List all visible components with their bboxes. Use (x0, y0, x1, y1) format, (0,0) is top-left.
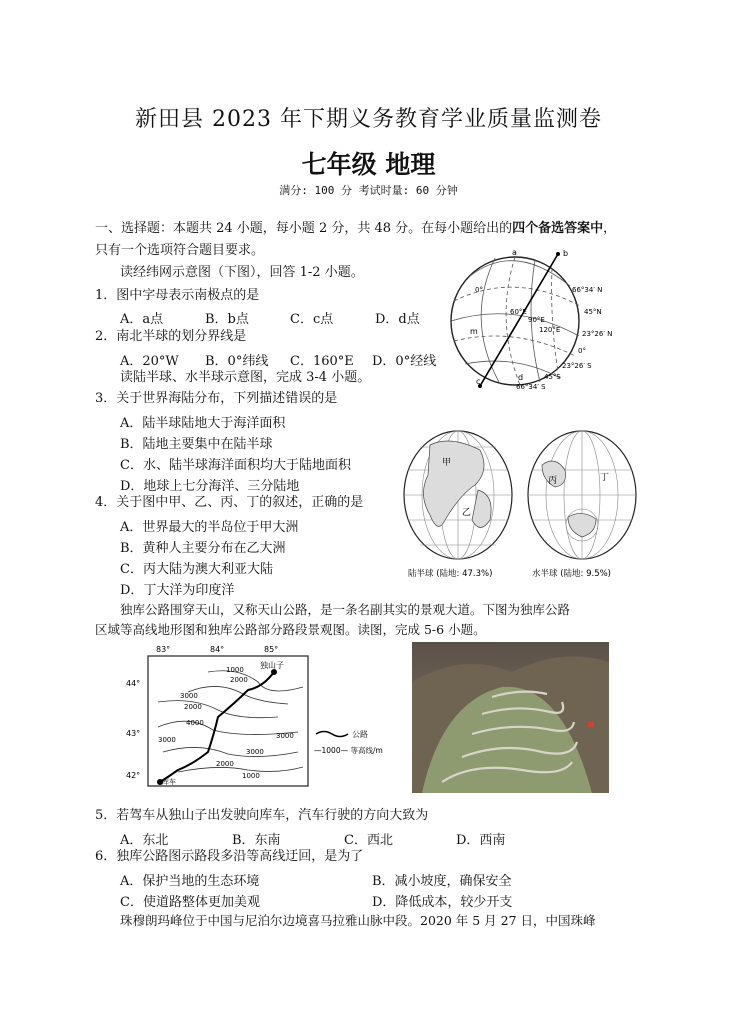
elev-label: 2000 (216, 760, 234, 768)
longitude-arc (552, 268, 558, 372)
lon-label-0: 0° (475, 286, 483, 294)
lon-tick-85: 85° (264, 645, 279, 654)
latitude-arc (454, 336, 575, 356)
contour-line (188, 686, 288, 704)
lat-label-45n: 45°N (584, 308, 602, 316)
place-dushanzi: 独山子 (260, 661, 284, 670)
q5-option-b: B．东南 (232, 833, 281, 848)
elev-label: 2000 (184, 703, 202, 711)
label-jia: 甲 (442, 458, 452, 468)
lat-tick-42: 42° (126, 771, 141, 780)
lat-label-tropic-s: 23°26′ S (562, 362, 592, 370)
letter-d: d (518, 373, 524, 382)
intro-q5-6-line2: 区域等高线地形图和独库公路部分路段景观图。读图，完成 5-6 小题。 (95, 622, 486, 637)
lat-label-tropic-n: 23°26′ N (582, 330, 613, 338)
section-instruction: 一、选择题：本题共 24 小题，每小题 2 分，共 48 分。在每小题给出的四个备选答案中， (95, 221, 617, 236)
q1-stem: 1．图中字母表示南极点的是 (95, 288, 260, 303)
q1-option-b: B．b点 (205, 312, 249, 327)
lon-tick-83: 83° (156, 645, 171, 654)
q6-option-c: C．使道路整体更加美观 (120, 895, 260, 910)
exam-meta: 满分: 100 分 考试时量: 60 分钟 (279, 184, 458, 197)
q4-stem: 4．关于图中甲、乙、丙、丁的叙述，正确的是 (95, 495, 364, 510)
q2-option-b: B．0°纬线 (205, 354, 269, 369)
elev-label: 3000 (158, 736, 176, 744)
q1-option-a: A．a点 (120, 312, 164, 327)
intro-q3-4: 读陆半球、水半球示意图，完成 3-4 小题。 (120, 370, 371, 385)
intro-q1-2: 读经纬网示意图（下图），回答 1-2 小题。 (120, 265, 364, 280)
q4-option-b: B．黄种人主要分布在乙大洲 (120, 541, 286, 556)
q5-option-d: D．西南 (456, 833, 506, 848)
q6-option-d: D．降低成本，较少开支 (372, 895, 513, 910)
lon-label-90e: 90°E (528, 316, 545, 324)
lat-label-antarctic: 66°34′ S (516, 383, 546, 391)
land-caption: 陆半球 (陆地: 47.3%) (408, 569, 493, 579)
water-hemisphere (528, 431, 636, 559)
elev-label: 4000 (186, 719, 204, 727)
lat-tick-44: 44° (126, 679, 141, 688)
letter-c: c (476, 377, 481, 386)
lat-tick-43: 43° (126, 729, 141, 738)
contour-line (178, 767, 303, 772)
elev-label: 1000 (226, 666, 244, 674)
section-instruction-2: 只有一个选项符合题目要求。 (95, 243, 265, 258)
lat-label-arctic: 66°34′ N (572, 286, 603, 294)
q6-stem: 6．独库公路图示路段多沿等高线迂回，是为了 (95, 849, 364, 864)
q5-option-c: C．西北 (344, 833, 393, 848)
contour-line (163, 747, 298, 756)
q1-option-c: C．c点 (290, 312, 334, 327)
q4-option-c: C．丙大陆为澳大利亚大陆 (120, 562, 273, 577)
graticule-globe-figure (440, 246, 640, 396)
q3-option-b: B．陆地主要集中在陆半球 (120, 437, 273, 452)
label-bing: 丙 (548, 476, 558, 486)
exam-title: 新田县 2023 年下期义务教育学业质量监测卷 (135, 107, 602, 132)
q2-option-a: A．20°W (120, 354, 179, 369)
elev-label: 2000 (230, 676, 248, 684)
elev-label: 3000 (246, 748, 264, 756)
q1-option-d: D．d点 (375, 312, 420, 327)
elev-label: 3000 (276, 732, 294, 740)
subject-title: 七年级 地理 (301, 150, 436, 179)
q2-option-c: C．160°E (290, 354, 354, 369)
elev-label: 1000 (242, 772, 260, 780)
contour-map (118, 642, 408, 792)
q3-option-a: A．陆半球陆地大于海洋面积 (120, 416, 286, 431)
lat-label-45s: 45°S (544, 373, 561, 381)
legend-contour: —1000— 等高线/m (314, 746, 383, 755)
q3-option-c: C．水、陆半球海洋面积均大于陆地面积 (120, 458, 351, 473)
lon-label-60e: 60°E (510, 308, 527, 316)
elev-label: 3000 (180, 692, 198, 700)
q2-stem: 2．南北半球的划分界线是 (95, 329, 247, 344)
q6-option-a: A．保护当地的生态环境 (120, 874, 260, 889)
place-kuche: 库车 (162, 778, 176, 786)
dukuhighway-photo (412, 642, 609, 793)
point-b (556, 252, 560, 256)
q6-option-b: B．减小坡度，确保安全 (372, 874, 512, 889)
land-hemisphere (404, 431, 512, 559)
longitude-arc (481, 258, 500, 384)
q3-option-d: D．地球上七分海洋、三分陆地 (120, 479, 300, 494)
q4-option-d: D．丁大洋为印度洋 (120, 583, 235, 598)
label-yi: 乙 (462, 508, 472, 518)
letter-m: m (470, 327, 478, 336)
q2-option-d: D．0°经线 (372, 354, 437, 369)
contour-line (158, 701, 278, 718)
lat-label-equator: 0° (578, 347, 586, 355)
legend-road: 公路 (352, 730, 368, 739)
letter-a: a (512, 248, 517, 257)
intro-q5-6-line1: 独库公路围穿天山，又称天山公路，是一条名副其实的景观大道。下图为独库公路 (120, 602, 571, 617)
q5-option-a: A．东北 (120, 833, 169, 848)
legend-road-symbol (316, 732, 348, 737)
letter-b: b (563, 249, 569, 258)
q5-stem: 5．若驾车从独山子出发驶向库车，汽车行驶的方向大致为 (95, 808, 429, 823)
latitude-arc (454, 287, 580, 306)
hemispheres-figure (400, 425, 640, 585)
lon-label-120e: 120°E (539, 326, 561, 334)
label-ding: 丁 (600, 473, 610, 483)
lon-tick-84: 84° (210, 645, 225, 654)
intro-last: 珠穆朗玛峰位于中国与尼泊尔边境喜马拉雅山脉中段。2020 年 5 月 27 日，中国珠峰 (120, 913, 596, 928)
q4-option-a: A．世界最大的半岛位于甲大洲 (120, 520, 299, 535)
q3-stem: 3．关于世界海陆分布，下列描述错误的是 (95, 391, 338, 406)
earth-axis (480, 254, 561, 386)
water-caption: 水半球 (陆地: 9.5%) (532, 569, 611, 579)
